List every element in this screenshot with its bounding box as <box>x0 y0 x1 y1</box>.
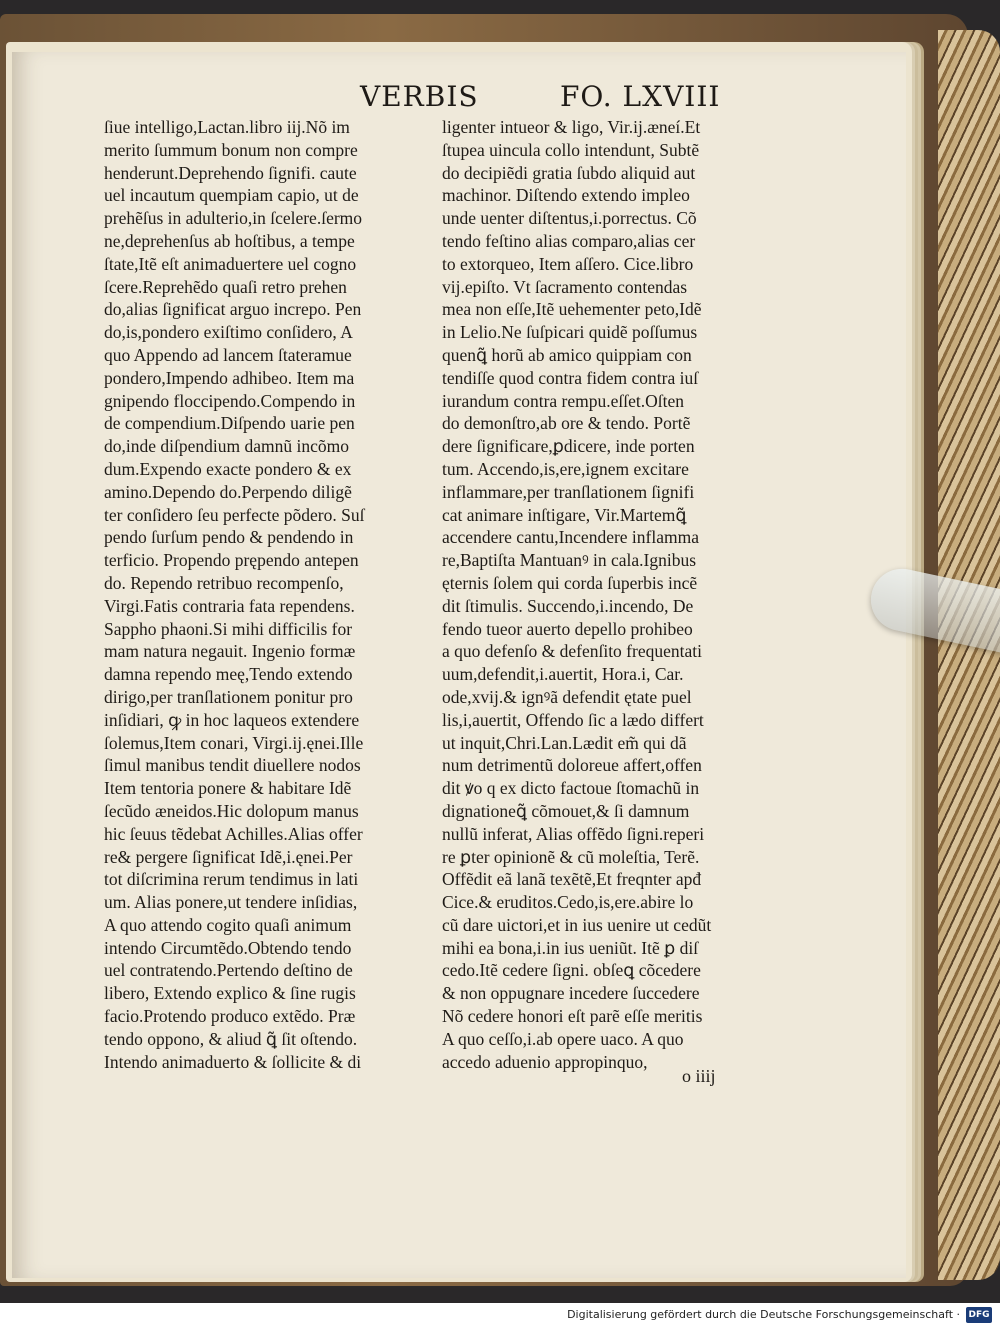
text-line: accedo aduenio appropinquo, <box>442 1051 648 1072</box>
text-line: A quo attendo cogito quaſi animum <box>104 914 352 935</box>
text-line: um. Alias ponere,ut tendere inſidias, <box>104 892 358 913</box>
text-line: a quo defenſo & defenſito frequentati <box>442 641 702 662</box>
text-line: Sappho phaoni.Si mihi difficilis for <box>104 618 353 639</box>
text-line: dirigo,per tranſlationem ponitur pro <box>104 686 353 707</box>
text-line: inflammare,per tranſlationem ſignifi <box>442 481 695 502</box>
text-line: hic ſeuus tẽdebat Achilles.Alias offer <box>104 823 363 844</box>
text-line: & non oppugnare incedere ſuccedere <box>442 983 700 1004</box>
text-line: merito ſummum bonum non compre <box>104 139 358 160</box>
text-line: ſtupea uincula collo intendunt, Subtẽ <box>442 139 700 160</box>
marbled-edge <box>938 30 1000 1280</box>
text-line: ligenter intueor & ligo, Vir.ij.æneí.Et <box>442 117 701 137</box>
text-line: unde uenter diſtentus,i.porrectus. Cõ <box>442 208 697 229</box>
text-line: Offẽdit eã lanã texẽtẽ,Et freqnter apđ <box>442 869 702 890</box>
text-line: vij.epiſto. Vt ſacramento contendas <box>442 276 688 297</box>
text-line: fendo tueor auerto depello prohibeo <box>442 618 693 639</box>
text-line: ſtate,Itẽ eſt animaduertere uel cogno <box>104 253 357 274</box>
text-line: dere ſignificare,ꝑdicere, inde porten <box>442 436 695 457</box>
text-line: intendo Circumtẽdo.Obtendo tendo <box>104 937 352 958</box>
text-line: quenꝗ̃ horũ ab amico quippiam con <box>442 344 692 365</box>
text-line: mihi ea bona,i.in ius ueniũt. Itẽ ꝑ diſ <box>442 937 699 958</box>
signature-mark: o iiij <box>682 1066 716 1086</box>
text-line: tendo feſtino alias comparo,alias cer <box>442 230 696 251</box>
left-text-column <box>104 116 434 1073</box>
text-line: machinor. Diſtendo extendo impleo <box>442 185 690 206</box>
text-line: henderunt.Deprehendo ſignifi. caute <box>104 162 357 183</box>
text-line: tum. Accendo,is,ere,ignem excitare <box>442 458 689 479</box>
text-line: do,is,pondero exiſtimo conſidero, A <box>104 322 353 343</box>
text-line: cedo.Itẽ cedere ſigni. obſeꝗ cõcedere <box>442 960 701 981</box>
text-line: uel contratendo.Pertendo deſtino de <box>104 960 353 981</box>
text-line: tendo oppono, & aliud ꝗ̃ ſit oſtendo. <box>104 1028 358 1049</box>
text-line: iurandum contra rempu.eſſet.Oſten <box>442 390 685 411</box>
text-line: Virgi.Fatis contraria fata rependens. <box>104 595 355 616</box>
text-line: in Lelio.Ne ſuſpicari quidẽ poſſumus <box>442 322 698 343</box>
text-line: ſcere.Reprehẽdo quaſi retro prehen <box>104 276 347 297</box>
text-line: dit ſtimulis. Succendo,i.incendo, De <box>442 595 694 616</box>
text-line: num detrimentũ doloreue affert,offen <box>442 755 702 776</box>
text-line: gnipendo floccipendo.Compendo in <box>104 390 356 411</box>
text-line: ęternis ſolem qui corda ſuperbis incẽ <box>442 572 698 593</box>
text-line: quo Appendo ad lancem ſtateramue <box>104 344 352 365</box>
text-line: dum.Expendo exacte pondero & ex <box>104 458 352 479</box>
text-line: do,inde diſpendium damnũ incõmo <box>104 436 349 457</box>
footer-bar <box>0 1303 1000 1329</box>
text-line: dignationeꝗ̃ cõmouet,& ſi damnum <box>442 800 690 821</box>
text-line: facio.Protendo produco extẽdo. Præ <box>104 1006 356 1027</box>
funding-credit: Digitalisierung gefördert durch die Deutsche Forschungsgemeinschaft · <box>567 1308 960 1321</box>
text-line: A quo ceſſo,i.ab opere uaco. A quo <box>442 1028 684 1049</box>
text-line: inſidiari, ꝙ in hoc laqueos extendere <box>104 709 360 730</box>
text-line: terficio. Propendo prępendo antepen <box>104 550 359 571</box>
text-line: Intendo animaduerto & ſollicite & di <box>104 1051 362 1072</box>
text-line: de compendium.Diſpendo uarie pen <box>104 413 355 434</box>
text-line: do decipiẽdi gratia ſubdo aliquid aut <box>442 162 696 183</box>
text-line: dit ꝟo q ex dicto factoue ſtomachũ in <box>442 778 700 799</box>
text-line: amino.Dependo do.Perpendo diligẽ <box>104 481 352 502</box>
text-line: libero, Extendo explico & ſine rugis <box>104 983 356 1004</box>
text-line: Item tentoria ponere & habitare Idẽ <box>104 778 352 799</box>
text-line: re ꝑter opinionẽ & cũ moleſtia, Terẽ. <box>442 846 700 867</box>
text-line: lis,i,auertit, Offendo ſic a lædo differt <box>442 709 704 730</box>
text-line: ne,deprehenſus ab hoſtibus, a tempe <box>104 230 355 251</box>
text-line: ode,xvij.& ignꝰã defendit ętate puel <box>442 686 692 707</box>
text-line: to extorqueo, Item aſſero. Cice.libro <box>442 253 694 274</box>
text-line: tendiſſe quod contra fidem contra iuſ <box>442 367 699 388</box>
text-line: ſecũdo æneidos.Hic dolopum manus <box>104 800 359 821</box>
text-line: cat animare inſtigare, Vir.Martemꝗ̃ <box>442 504 687 525</box>
text-line: ut inquit,Chri.Lan.Lædit em̃ qui dã <box>442 732 687 753</box>
dfg-logo: DFG <box>966 1307 992 1323</box>
text-line: mam natura negauit. Ingenio formæ <box>104 641 356 662</box>
text-line: accendere cantu,Incendere inflamma <box>442 527 699 548</box>
text-line: uel incautum quempiam capio, ut de <box>104 185 359 206</box>
right-text-column <box>442 116 772 1073</box>
text-line: ſiue intelligo,Lactan.libro iij.Nõ im <box>104 117 350 137</box>
running-head <box>360 80 740 120</box>
text-line: Nõ cedere honori eſt parẽ eſſe meritis <box>442 1006 703 1027</box>
text-line: ſolemus,Item conari, Virgi.ij.ęnei.Ille <box>104 732 364 753</box>
text-line: cũ dare uictori,et in ius uenire ut cedũt <box>442 914 712 935</box>
text-line: pendo ſurſum pendo & pendendo in <box>104 527 354 548</box>
text-line: do demonſtro,ab ore & tendo. Portẽ <box>442 413 691 434</box>
text-line: mea non eſſe,Itẽ uehementer peto,Idẽ <box>442 299 702 320</box>
running-head-folio: FO. LXVIII <box>560 80 721 113</box>
text-line: ſimul manibus tendit diuellere nodos <box>104 755 361 776</box>
text-line: nullũ inferat, Alias offẽdo ſigni.reperi <box>442 823 705 844</box>
text-line: re& pergere ſignificat Idẽ,i.ęnei.Per <box>104 846 353 867</box>
text-line: damna rependo meę,Tendo extendo <box>104 664 353 685</box>
text-line: do,alias ſignificat arguo increpo. Pen <box>104 299 362 320</box>
text-line: tot diſcrimina rerum tendimus in lati <box>104 869 359 890</box>
running-head-left: VERBIS <box>360 80 479 113</box>
text-line: re,Baptiſta Mantuanꝰ in cala.Ignibus <box>442 550 697 571</box>
text-line: ter conſidero ſeu perfecte põdero. Suſ <box>104 504 365 525</box>
text-line: uum,defendit,i.auertit, Hora.i, Car. <box>442 664 684 685</box>
text-line: prehẽſus in adulterio,in ſcelere.ſermo <box>104 208 363 229</box>
text-line: Cice.& eruditos.Cedo,is,ere.abire lo <box>442 892 694 913</box>
text-line: do. Rependo retribuo recompenſo, <box>104 572 344 593</box>
text-line: pondero,Impendo adhibeo. Item ma <box>104 367 355 388</box>
